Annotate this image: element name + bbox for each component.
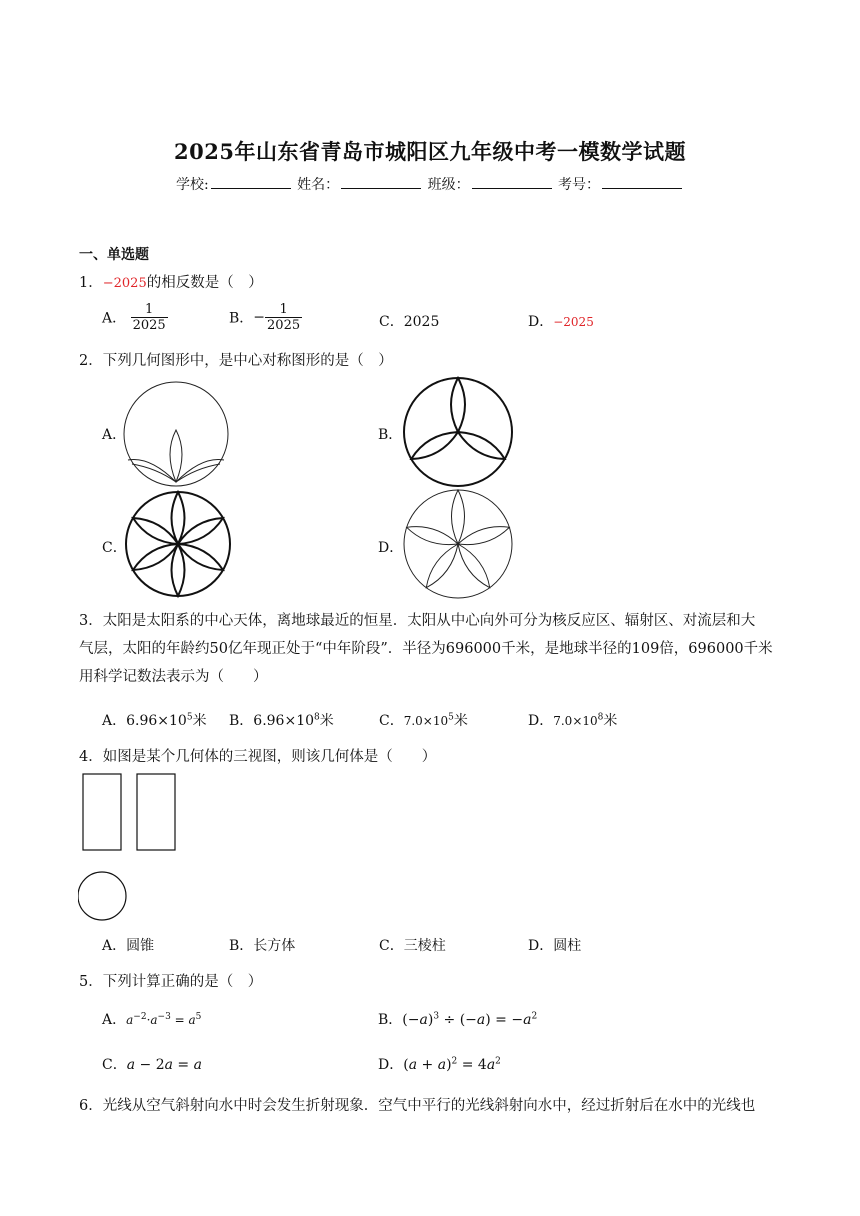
option-expression: $(-a)^3 \div (-a) = -a^2$ — [402, 1011, 538, 1028]
option-expression: a − 2a = a — [126, 1057, 202, 1073]
option-base: 6.96×10 — [253, 713, 315, 729]
exam-no-blank[interactable] — [602, 174, 682, 189]
option-label: C． — [379, 713, 404, 729]
class-blank[interactable] — [472, 174, 552, 189]
q1-option-d[interactable] — [528, 311, 594, 331]
question-5: 5．下列计算正确的是（ ） — [79, 974, 263, 990]
fraction — [265, 302, 302, 333]
option-label: D． — [528, 314, 554, 330]
option-label: C． — [102, 1057, 127, 1073]
top-view-circle — [78, 872, 126, 920]
option-label: B． — [229, 713, 254, 729]
option-label: B． — [378, 1012, 403, 1028]
q5-option-d[interactable] — [378, 1054, 501, 1074]
option-label: A． — [102, 1012, 127, 1028]
q3-line-3: 用科学记数法表示为（ ） — [79, 669, 268, 685]
q4-option-d[interactable]: D．圆柱 — [528, 938, 582, 954]
student-info-line — [0, 174, 860, 194]
fraction — [131, 302, 168, 333]
q3-line-1: 3．太阳是太阳系的中心天体，离地球最近的恒星．太阳从中心向外可分为核反应区、辐射区、对流层和大 — [79, 613, 756, 629]
q2-option-a-label[interactable]: A． — [102, 427, 127, 443]
option-label: C． — [379, 314, 404, 330]
option-unit: 米 — [192, 713, 207, 729]
option-expression: $a^{-2}\cdot a^{-3} = a^5$ — [126, 1012, 202, 1027]
denominator: 2025 — [267, 318, 301, 333]
figure-c-six-petals[interactable] — [122, 488, 234, 600]
figure-d-five-petals[interactable] — [400, 486, 516, 602]
question-4: 4．如图是某个几何体的三视图，则该几何体是（ ） — [79, 749, 437, 765]
page-title: 2025年山东省青岛市城阳区九年级中考一模数学试题 — [174, 139, 686, 164]
school-label: 学校: — [175, 177, 209, 193]
option-exponent: 8 — [597, 712, 604, 723]
q1-option-b[interactable] — [229, 302, 302, 333]
q1-option-c[interactable] — [379, 311, 439, 331]
option-expression: $(a + a)^2 = 4a^2$ — [403, 1056, 501, 1073]
option-base: 7.0×10 — [403, 714, 449, 728]
option-base: 7.0×10 — [553, 714, 598, 728]
figure-b-three-petals[interactable] — [400, 374, 516, 490]
name-blank[interactable] — [341, 174, 421, 189]
q2-option-d-label[interactable]: D． — [378, 540, 404, 556]
option-base: 6.96×10 — [126, 713, 187, 729]
numerator: 1 — [279, 302, 288, 317]
q1-text: 的相反数是（ ） — [146, 275, 263, 291]
q1-value: −2025 — [102, 276, 147, 291]
q1-number: 1． — [79, 275, 103, 291]
option-label: A． — [102, 310, 127, 327]
question-1 — [79, 271, 263, 292]
question-2: 2．下列几何图形中，是中心对称图形的是（ ） — [79, 353, 393, 369]
option-label: D． — [528, 713, 554, 729]
q3-option-a[interactable] — [102, 710, 207, 730]
side-view-rect — [137, 774, 175, 850]
option-unit: 米 — [453, 713, 468, 729]
q4-option-c[interactable]: C．三棱柱 — [379, 938, 446, 954]
q4-option-b[interactable]: B．长方体 — [229, 938, 296, 954]
q3-option-c[interactable] — [379, 710, 468, 730]
exam-no-label: 考号： — [558, 177, 601, 193]
front-view-rect — [83, 774, 121, 850]
q1-option-a[interactable] — [102, 302, 168, 333]
option-text: 2025 — [403, 314, 440, 330]
q3-option-d[interactable] — [528, 710, 617, 730]
option-label: A． — [102, 713, 127, 729]
figure-three-views — [78, 770, 182, 922]
q5-option-a[interactable] — [102, 1009, 201, 1029]
q5-option-b[interactable] — [378, 1009, 537, 1029]
q3-option-b[interactable] — [229, 710, 334, 730]
denominator: 2025 — [132, 318, 166, 333]
q4-option-a[interactable]: A．圆锥 — [102, 938, 155, 954]
q2-option-c-label[interactable]: C． — [102, 540, 127, 556]
question-6: 6．光线从空气斜射向水中时会发生折射现象．空气中平行的光线斜射向水中，经过折射后在水中的光线也 — [79, 1098, 756, 1114]
q5-option-c[interactable] — [102, 1054, 202, 1074]
option-unit: 米 — [603, 713, 618, 729]
numerator: 1 — [144, 302, 154, 317]
option-text: −2025 — [553, 315, 594, 329]
question-3 — [79, 607, 773, 691]
q2-option-b-label[interactable]: B． — [378, 427, 403, 443]
figure-a-circle-flower[interactable] — [120, 378, 232, 490]
name-label: 姓名： — [297, 177, 340, 193]
option-label: D． — [378, 1057, 404, 1073]
class-label: 班级： — [427, 177, 470, 193]
section-heading: 一、单选题 — [79, 247, 149, 263]
option-exponent: 8 — [314, 712, 320, 723]
option-label: B． — [229, 310, 254, 327]
option-exponent: 5 — [448, 712, 454, 723]
minus-sign: − — [253, 309, 266, 326]
option-exponent: 5 — [186, 712, 193, 723]
q3-line-2: 气层，太阳的年龄约50亿年现正处于“中年阶段”．半径为696000千米，是地球半径的109倍，696000千米 — [79, 641, 773, 657]
school-blank[interactable] — [211, 174, 291, 189]
option-unit: 米 — [319, 713, 334, 729]
